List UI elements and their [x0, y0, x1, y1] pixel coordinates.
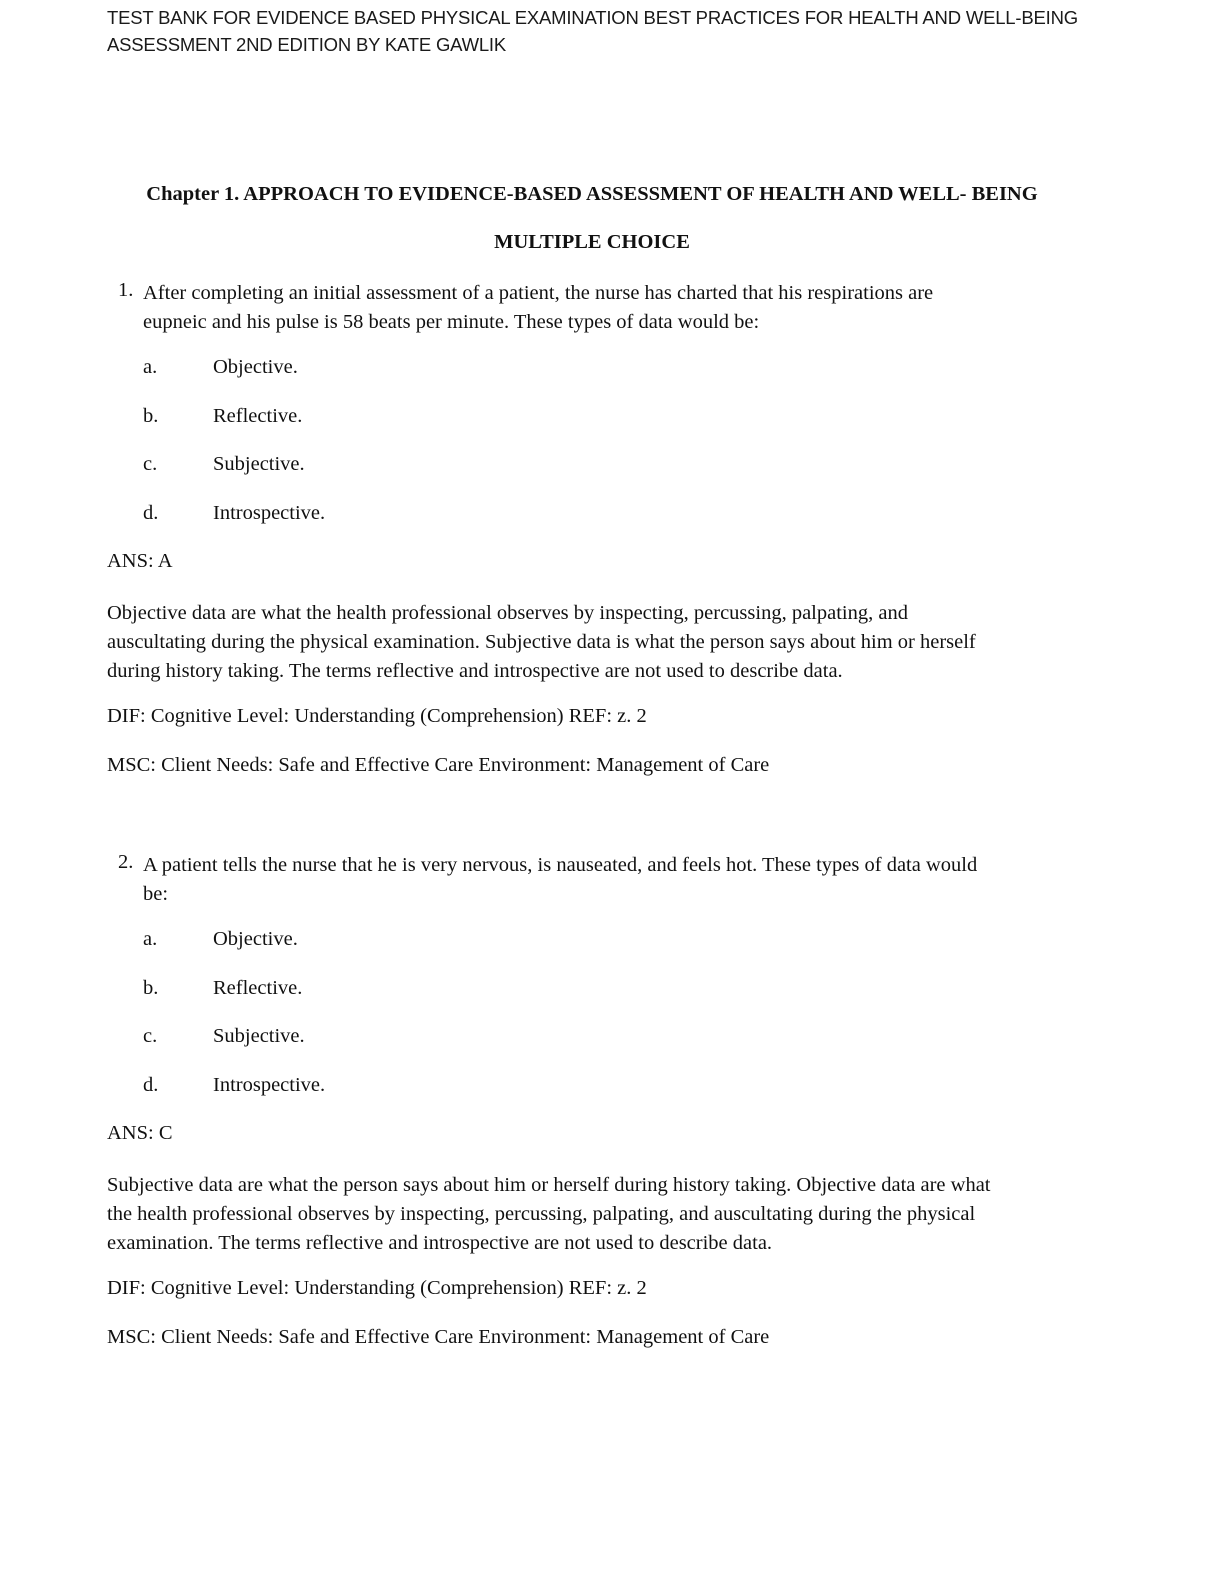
option-text: Reflective.	[213, 405, 303, 427]
rationale-line: Objective data are what the health professional observes by inspecting, percussing, palpating, and	[107, 602, 908, 624]
chapter-title: Chapter 1. APPROACH TO EVIDENCE-BASED ASSESSMENT OF HEALTH AND WELL- BEING	[146, 183, 1038, 205]
option-letter: a.	[143, 356, 158, 378]
document-header	[107, 4, 1117, 58]
option-letter: c.	[143, 453, 158, 475]
question-text	[143, 851, 977, 909]
option-text: Introspective.	[213, 1074, 326, 1096]
option-letter: b.	[143, 405, 159, 427]
rationale	[107, 599, 1047, 686]
answer: ANS: A	[107, 550, 173, 572]
difficulty-line: DIF: Cognitive Level: Understanding (Comprehension) REF: z. 2	[107, 1277, 647, 1299]
rationale-line: examination. The terms reflective and introspective are not used to describe data.	[107, 1232, 773, 1254]
section-title: MULTIPLE CHOICE	[494, 231, 690, 253]
answer: ANS: C	[107, 1122, 173, 1144]
option-text: Objective.	[213, 356, 298, 378]
option-letter: a.	[143, 928, 158, 950]
header-line-1: TEST BANK FOR EVIDENCE BASED PHYSICAL EXAMINATION BEST PRACTICES FOR HEALTH AND WELL-BEING	[107, 7, 1078, 28]
question-text-line: be:	[143, 883, 169, 905]
rationale	[107, 1171, 1047, 1258]
difficulty-line: DIF: Cognitive Level: Understanding (Comprehension) REF: z. 2	[107, 705, 647, 727]
option-text: Subjective.	[213, 1025, 305, 1047]
option-text: Reflective.	[213, 977, 303, 999]
header-line-2: ASSESSMENT 2ND EDITION BY KATE GAWLIK	[107, 34, 507, 55]
option-letter: d.	[143, 502, 159, 524]
question-text-line: After completing an initial assessment of a patient, the nurse has charted that his respirations are	[143, 282, 934, 304]
question-text-line: eupneic and his pulse is 58 beats per minute. These types of data would be:	[143, 311, 760, 333]
client-needs-line: MSC: Client Needs: Safe and Effective Care Environment: Management of Care	[107, 754, 770, 776]
option-text: Introspective.	[213, 502, 326, 524]
question-text-line: A patient tells the nurse that he is very nervous, is nauseated, and feels hot. These types of data would	[143, 854, 978, 876]
rationale-line: auscultating during the physical examination. Subjective data is what the person says about him or herself	[107, 631, 976, 653]
option-text: Subjective.	[213, 453, 305, 475]
option-letter: b.	[143, 977, 159, 999]
question-number: 2.	[118, 851, 134, 873]
option-text: Objective.	[213, 928, 298, 950]
rationale-line: Subjective data are what the person says about him or herself during history taking. Objective data are what	[107, 1174, 991, 1196]
question-text	[143, 279, 933, 337]
rationale-line: during history taking. The terms reflective and introspective are not used to describe data.	[107, 660, 843, 682]
option-letter: c.	[143, 1025, 158, 1047]
option-letter: d.	[143, 1074, 159, 1096]
rationale-line: the health professional observes by inspecting, percussing, palpating, and auscultating during the physical	[107, 1203, 976, 1225]
question-number: 1.	[118, 279, 134, 301]
client-needs-line: MSC: Client Needs: Safe and Effective Care Environment: Management of Care	[107, 1326, 770, 1348]
